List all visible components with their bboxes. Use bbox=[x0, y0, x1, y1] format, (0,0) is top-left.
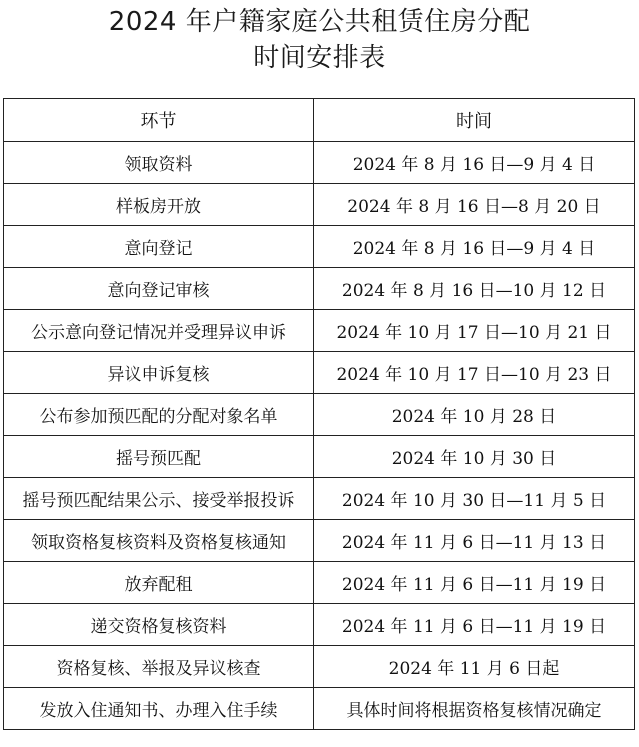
stage-cell: 意向登记审核 bbox=[4, 268, 314, 310]
stage-cell: 摇号预匹配结果公示、接受举报投诉 bbox=[4, 478, 314, 520]
stage-cell: 摇号预匹配 bbox=[4, 436, 314, 478]
time-cell: 2024 年 8 月 16 日—8 月 20 日 bbox=[314, 184, 635, 226]
stage-cell: 公布参加预匹配的分配对象名单 bbox=[4, 394, 314, 436]
stage-cell: 放弃配租 bbox=[4, 562, 314, 604]
table-row bbox=[4, 184, 635, 226]
stage-cell: 领取资料 bbox=[4, 142, 314, 184]
stage-cell: 递交资格复核资料 bbox=[4, 604, 314, 646]
header-stage: 环节 bbox=[4, 99, 314, 142]
table-row bbox=[4, 478, 635, 520]
schedule-table bbox=[3, 98, 635, 730]
stage-cell: 领取资格复核资料及资格复核通知 bbox=[4, 520, 314, 562]
table-row bbox=[4, 142, 635, 184]
time-cell: 2024 年 11 月 6 日起 bbox=[314, 646, 635, 688]
table-row bbox=[4, 688, 635, 730]
time-cell: 2024 年 10 月 17 日—10 月 21 日 bbox=[314, 310, 635, 352]
table-row bbox=[4, 604, 635, 646]
stage-cell: 发放入住通知书、办理入住手续 bbox=[4, 688, 314, 730]
time-cell: 2024 年 8 月 16 日—9 月 4 日 bbox=[314, 226, 635, 268]
table-row bbox=[4, 310, 635, 352]
stage-cell: 公示意向登记情况并受理异议申诉 bbox=[4, 310, 314, 352]
page-title bbox=[0, 4, 639, 76]
time-cell: 2024 年 8 月 16 日—10 月 12 日 bbox=[314, 268, 635, 310]
stage-cell: 样板房开放 bbox=[4, 184, 314, 226]
title-line-2: 时间安排表 bbox=[253, 43, 386, 73]
time-cell: 2024 年 11 月 6 日—11 月 13 日 bbox=[314, 520, 635, 562]
time-cell: 2024 年 8 月 16 日—9 月 4 日 bbox=[314, 142, 635, 184]
table-row bbox=[4, 268, 635, 310]
table-row bbox=[4, 436, 635, 478]
table-row bbox=[4, 226, 635, 268]
time-cell: 2024 年 10 月 30 日 bbox=[314, 436, 635, 478]
table-row bbox=[4, 352, 635, 394]
stage-cell: 意向登记 bbox=[4, 226, 314, 268]
time-cell: 2024 年 11 月 6 日—11 月 19 日 bbox=[314, 562, 635, 604]
table-row bbox=[4, 562, 635, 604]
time-cell: 2024 年 11 月 6 日—11 月 19 日 bbox=[314, 604, 635, 646]
table-header-row bbox=[4, 99, 635, 142]
header-time: 时间 bbox=[314, 99, 635, 142]
title-line-1: 2024 年户籍家庭公共租赁住房分配 bbox=[108, 7, 531, 37]
time-cell: 2024 年 10 月 28 日 bbox=[314, 394, 635, 436]
stage-cell: 资格复核、举报及异议核查 bbox=[4, 646, 314, 688]
table-row bbox=[4, 646, 635, 688]
table-row bbox=[4, 394, 635, 436]
time-cell: 具体时间将根据资格复核情况确定 bbox=[314, 688, 635, 730]
table-row bbox=[4, 520, 635, 562]
stage-cell: 异议申诉复核 bbox=[4, 352, 314, 394]
time-cell: 2024 年 10 月 17 日—10 月 23 日 bbox=[314, 352, 635, 394]
time-cell: 2024 年 10 月 30 日—11 月 5 日 bbox=[314, 478, 635, 520]
